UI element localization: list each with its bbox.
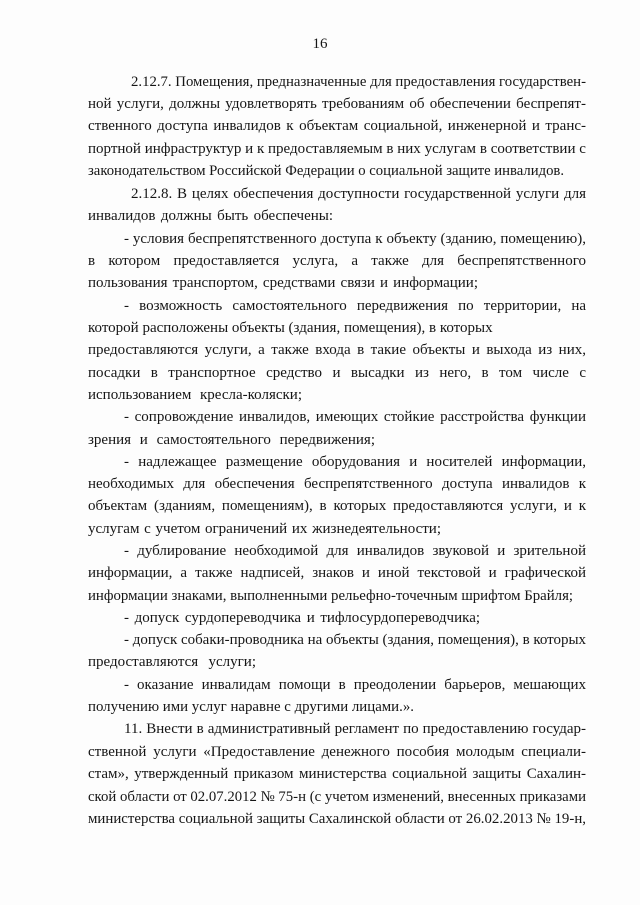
text-line: информации знаками, выполненными рельефно-точечным шрифтом Брайля; bbox=[88, 588, 574, 604]
text-line: получению ими услуг наравне с другими лицами.». bbox=[88, 699, 414, 715]
text-line: - допуск собаки-проводника на объекты (здания, помещения), в которых bbox=[124, 632, 587, 648]
text-line: в котором предоставляется услуга, а также для беспрепятственного bbox=[88, 253, 586, 269]
text-line: министерства социальной защиты Сахалинской области от 26.02.2013 № 19-н, bbox=[88, 811, 587, 827]
text-line: предоставляются услуги, а также входа в такие объекты и выхода из них, bbox=[88, 342, 586, 358]
text-line: - сопровождение инвалидов, имеющих стойкие расстройства функции bbox=[124, 409, 586, 425]
text-line: - условия беспрепятственного доступа к объекту (зданию, помещению), bbox=[124, 231, 586, 247]
text-line: - возможность самостоятельного передвижения по территории, на bbox=[124, 298, 587, 314]
text-line: - дублирование необходимой для инвалидов звуковой и зрительной bbox=[124, 543, 586, 559]
text-line: посадки в транспортное средство и высадки из него, в том числе с bbox=[88, 365, 587, 381]
text-line: использованием кресла-коляски; bbox=[88, 387, 302, 403]
text-line: 11. Внести в административный регламент по предоставлению государ- bbox=[124, 721, 586, 737]
text-line: инвалидов должны быть обеспечены: bbox=[88, 208, 333, 224]
text-line: 2.12.7. Помещения, предназначенные для предоставления государствен- bbox=[131, 74, 587, 90]
text-line: стам», утвержденный приказом министерства социальной защиты Сахалин- bbox=[88, 766, 587, 782]
text-line: - допуск сурдопереводчика и тифлосурдопереводчика; bbox=[124, 610, 481, 626]
text-line: ской области от 02.07.2012 № 75-н (с учетом изменений, внесенных приказами bbox=[88, 789, 586, 805]
text-line: пользования транспортом, средствами связи и информации; bbox=[88, 275, 479, 291]
text-line: предоставляются услуги; bbox=[88, 654, 256, 670]
text-line: ственной услуги «Предоставление денежного пособия молодым специали- bbox=[88, 744, 586, 760]
page-number: 16 bbox=[312, 36, 328, 52]
text-line: портной инфраструктур и к предоставляемым в них услугам в соответствии с bbox=[88, 141, 586, 157]
text-line: ственного доступа инвалидов к объектам социальной, инженерной и транс- bbox=[88, 118, 586, 134]
text-line: которой расположены объекты (здания, помещения), в которых bbox=[88, 320, 493, 336]
text-line: информации, а также надписей, знаков и иной текстовой и графической bbox=[88, 565, 586, 581]
text-line: - надлежащее размещение оборудования и носителей информации, bbox=[124, 454, 587, 470]
text-line: зрения и самостоятельного передвижения; bbox=[88, 432, 375, 448]
text-line: услугам с учетом ограничений их жизнедеятельности; bbox=[88, 521, 441, 537]
text-line: законодательством Российской Федерации о социальной защите инвалидов. bbox=[88, 163, 565, 179]
text-line: необходимых для обеспечения беспрепятственного доступа инвалидов к bbox=[88, 476, 586, 492]
text-line: - оказание инвалидам помощи в преодолении барьеров, мешающих bbox=[124, 677, 587, 693]
text-line: объектам (зданиям, помещениям), в которых предоставляются услуги, и к bbox=[88, 498, 586, 514]
text-line: ной услуги, должны удовлетворять требованиям об обеспечении беспрепят- bbox=[88, 96, 586, 112]
text-line: 2.12.8. В целях обеспечения доступности государственной услуги для bbox=[131, 186, 587, 202]
